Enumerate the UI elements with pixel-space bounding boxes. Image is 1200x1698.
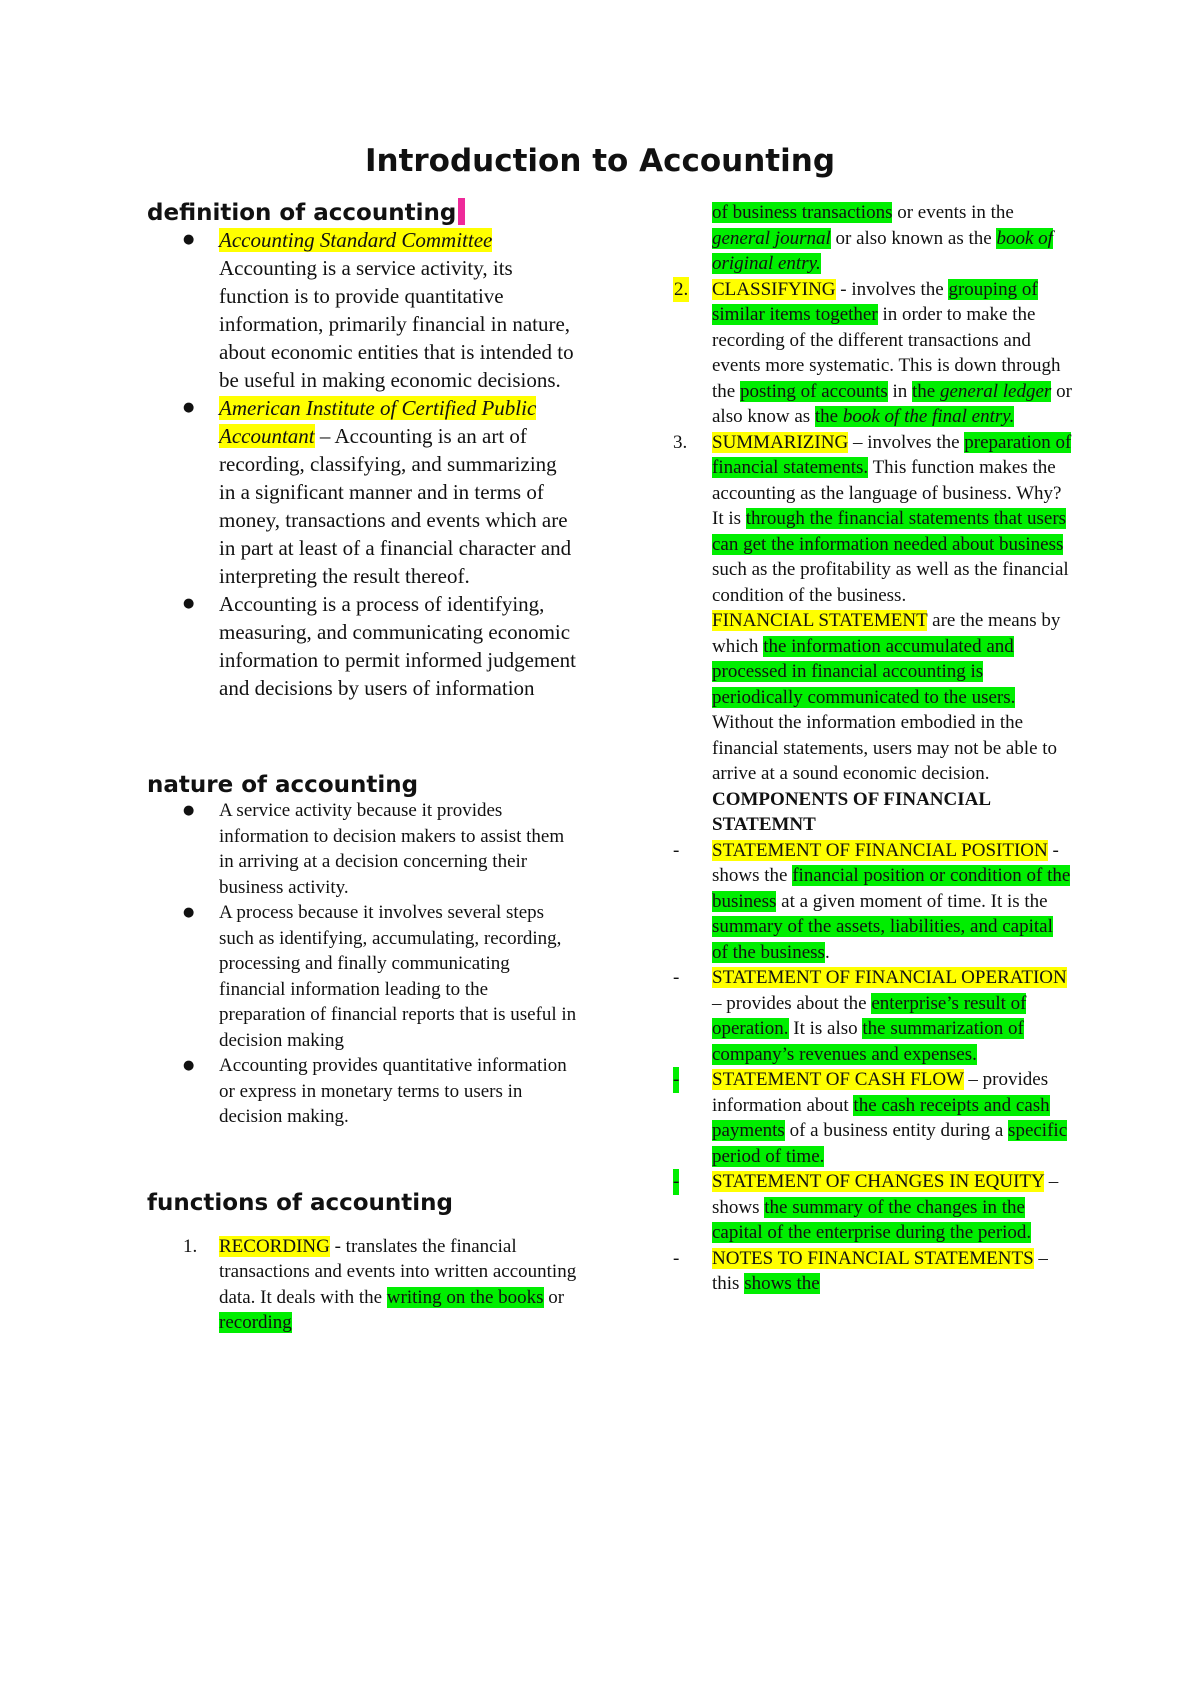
function-item-recording: 1. RECORDING - translates the financial transactions and events into written accounting data. It deals with the writing on the books or recording [183,1235,577,1333]
function-item-classifying: 2. CLASSIFYING - involves the grouping of similar items together in order to make the recording of the different transactions and events more systematic. This is down through the posting of accounts in the general ledger or also know as the book of the final entry. [674,278,1072,427]
component-label: STATEMENT OF FINANCIAL OPERATION [712,967,1067,988]
definition-source: American Institute of Certified Public Accountant [219,396,537,448]
list-dash: - [673,967,680,988]
function-item-summarizing: 3. SUMMARIZING – involves the preparation of financial statements. This function makes the accounting as the language of business. Why? It is through the financial statements that users can get the information needed about business such as the profitability as well as the financial condition of the business. [673,431,1072,606]
list-dash: - [673,1169,679,1195]
section-heading-functions: functions of accounting [147,1189,454,1216]
component-item-changes-in-equity: - STATEMENT OF CHANGES IN EQUITY – shows the summary of the changes in the capital of the enterprise during the period. [673,1171,1059,1243]
highlight: posting of accounts [739,380,888,402]
definition-text: Accounting is a service activity, its function is to provide quantitative information, primarily financial in nature, about economic entities that is intended to be useful in making economic decisions. [219,256,574,392]
list-item: ● A service activity because it provides information to decision makers to assist them in arriving at a decision concerning their business activity. [147,798,577,900]
list-number: 2. [673,277,689,303]
list-dash: - [673,839,680,861]
highlight: the cash receipts and cash payments [712,1094,1050,1141]
highlight: writing on the books [386,1286,544,1308]
highlight: book of original entry. [712,227,1053,274]
highlight: grouping of similar items together [712,278,1038,325]
highlight: the information accumulated and processed in financial accounting is periodically communicated to the users. [712,635,1016,708]
definition-text: Accounting is a process of identifying, measuring, and communicating economic information to permit informed judgement and decisions by users of information [219,592,576,700]
definition-list [147,226,577,702]
list-item: ● Accounting provides quantitative information or express in monetary terms to users in decision making. [147,1053,577,1130]
list-item [147,394,577,590]
page-title: Introduction to Accounting [364,143,836,179]
right-column [652,200,1072,1297]
term-label: FINANCIAL STATEMENT [712,610,928,631]
highlight: specific period of time. [712,1120,1068,1167]
highlight: of business transactions [712,202,893,223]
highlight: through the financial statements that users can get the information needed about business [712,508,1067,555]
list-item [147,590,577,702]
component-label: STATEMENT OF CASH FLOW [712,1069,964,1090]
list-item [147,226,577,394]
highlight: general journal [712,227,831,249]
component-label: NOTES TO FINANCIAL STATEMENTS [712,1247,1034,1269]
list-dash: - [673,1247,680,1269]
component-label: STATEMENT OF FINANCIAL POSITION [712,839,1048,861]
definition-text: – Accounting is an art of recording, classifying, and summarizing in a significant manner and in terms of money, transactions and events which are in part at least of a financial character and interpreting the result thereof. [219,424,572,588]
list-dash: - [673,1067,679,1093]
highlight: the book of the final entry. [814,406,1015,427]
highlight: shows the [744,1273,820,1294]
component-item-cash-flow: - STATEMENT OF CASH FLOW – provides information about the cash receipts and cash payments of a business entity during a specific period of time. [673,1069,1068,1167]
function-label: SUMMARIZING [712,431,849,453]
functions-list [147,1234,577,1336]
highlight: enterprise’s result of operation. [712,992,1027,1039]
list-number: 1. [183,1235,198,1257]
highlight: the summarization of company’s revenues and expenses. [712,1018,1024,1065]
highlight: summary of the assets, liabilities, and capital of the business [712,916,1053,963]
definition-source: Accounting Standard Committee [219,228,493,252]
highlight: recording [219,1312,292,1333]
list-item: ● A process because it involves several steps such as identifying, accumulating, recording, processing and finally communicating financial information leading to the preparation of financial reports that is useful in decision making [147,900,577,1053]
component-item-financial-position: - STATEMENT OF FINANCIAL POSITION - shows the financial position or condition of the business at a given moment of time. It is the summary of the assets, liabilities, and capital of the business. [673,839,1071,963]
financial-statement-paragraph: FINANCIAL STATEMENT are the means by which the information accumulated and processed in financial accounting is periodically communicated to the users. Without the information embodied in the financial statements, users may not be able to arrive at a sound economic decision. [712,610,1061,784]
component-label: STATEMENT OF CHANGES IN EQUITY [712,1171,1045,1192]
highlight: the summary of the changes in the capital of the enterprise during the period. [712,1196,1032,1243]
components-heading: COMPONENTS OF FINANCIAL STATEMNT [712,788,990,835]
section-heading-nature: nature of accounting [147,772,419,798]
function-label: RECORDING [219,1235,330,1257]
text-cursor [458,198,465,225]
component-item-financial-operation: - STATEMENT OF FINANCIAL OPERATION – provides about the enterprise’s result of operation. It is also the summarization of company’s revenues and expenses. [673,967,1067,1065]
highlight: financial position or condition of the business [712,865,1071,912]
list-number: 3. [673,431,688,453]
function-label: CLASSIFYING [712,278,836,300]
nature-list [147,798,577,1130]
highlight: preparation of financial statements. [712,431,1072,478]
highlight: the general ledger [912,380,1052,402]
function-item-recording-continued: of business transactions or events in the general journal or also known as the book of original entry. [712,202,1053,274]
left-column [147,198,577,1336]
component-item-notes: - NOTES TO FINANCIAL STATEMENTS – this shows the [673,1247,1048,1294]
section-heading-definition: definition of accounting [147,198,577,226]
